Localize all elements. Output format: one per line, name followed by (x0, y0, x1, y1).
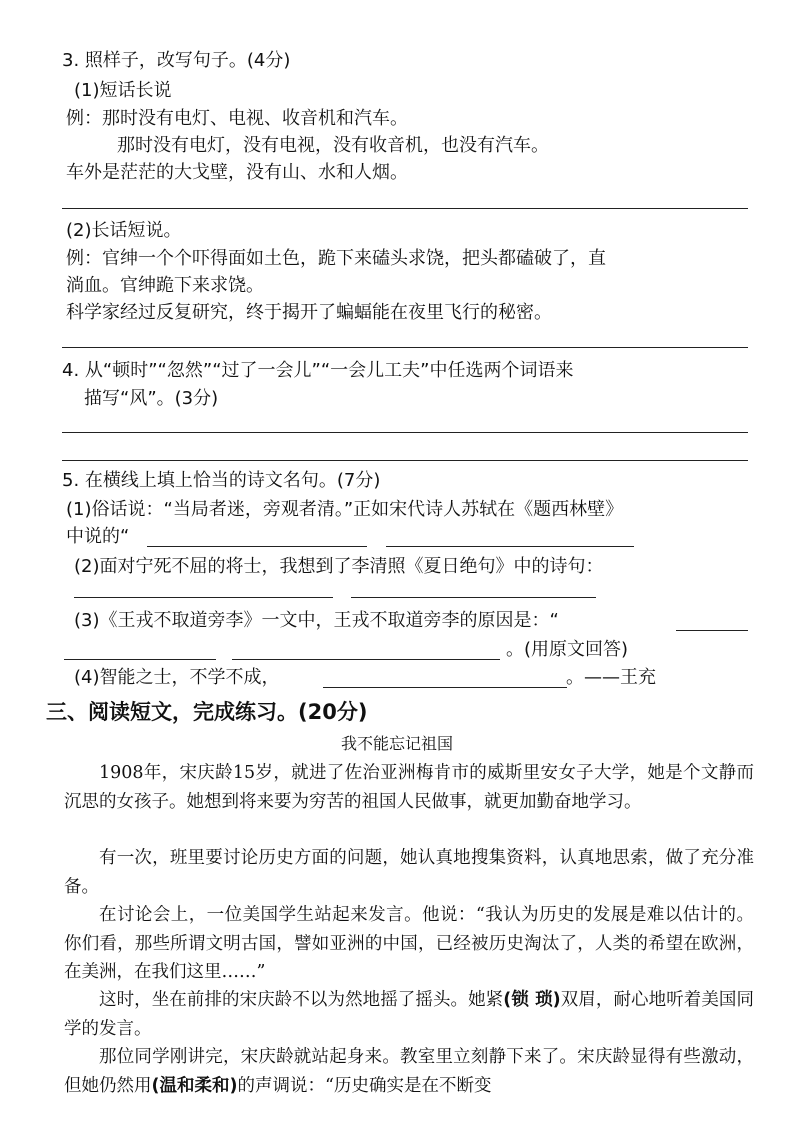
q4-line1: 4. 从“顿时”“忽然”“过了一会儿”“一会儿工夫”中任选两个词语来 (62, 360, 574, 381)
article-paragraph-3: 在讨论会上，一位美国学生站起来发言。他说：“我认为历史的发展是难以估计的。你们看，那些所谓文明古国，譬如亚洲的中国，已经被历史淘汰了，人类的希望在欧洲，在美洲，在我们这里……” (64, 905, 754, 982)
q4-line2: 描写“风”。(3分) (84, 388, 219, 409)
q3-sub2-example2: 淌血。官绅跪下来求饶。 (66, 275, 264, 296)
q5-item4-start: (4)智能之士，不学不成， (74, 667, 280, 688)
paragraph-text: 双眉，耐心地听着美国同学的发言。 (64, 990, 755, 1039)
fill-blank[interactable] (386, 546, 634, 547)
fill-blank[interactable] (676, 630, 748, 631)
section-heading: 三、阅读短文，完成练习。(20分) (46, 700, 368, 724)
q3-sub2-task: 科学家经过反复研究，终于揭开了蝙蝠能在夜里飞行的秘密。 (66, 302, 552, 323)
paragraph-text: 的声调说：“历史确实是在不断变 (237, 1075, 492, 1096)
q5-heading: 5. 在横线上填上恰当的诗文名句。(7分) (62, 470, 381, 491)
article-paragraph-1: 1908年，宋庆龄15岁，就进了佐治亚洲梅肯市的威斯里安女子大学，她是个文静而沉思的女孩子。她想到将来要为穷苦的祖国人民做事，就更加勤奋地学习。 (64, 763, 754, 812)
q5-item3-tail: 。(用原文回答) (506, 639, 629, 660)
q5-item1-line1: (1)俗话说：“当局者迷，旁观者清。”正如宋代诗人苏轼在《题西林壁》 (66, 499, 624, 520)
article-title: 我不能忘记祖国 (340, 734, 453, 753)
fill-blank[interactable] (147, 546, 367, 547)
q3-heading: 3. 照样子，改写句子。(4分) (62, 50, 291, 71)
q3-sub2-label: (2)长话短说。 (66, 220, 182, 241)
q3-sub1-example2: 那时没有电灯，没有电视，没有收音机，也没有汽车。 (117, 135, 549, 156)
q3-sub2-example1: 例：官绅一个个吓得面如土色，跪下来磕头求饶，把头都磕破了，直 (66, 248, 606, 269)
q5-item2: (2)面对宁死不屈的将士，我想到了李清照《夏日绝句》中的诗句： (74, 556, 604, 577)
article-paragraph-5 (64, 1043, 754, 1100)
fill-blank[interactable] (232, 659, 500, 660)
q5-item1-line2: 中说的“ (66, 526, 130, 547)
fill-blank[interactable] (351, 597, 596, 598)
fill-blank[interactable] (323, 687, 567, 688)
answer-line[interactable] (62, 432, 748, 433)
word-choice-option[interactable]: (锁 琐) (503, 990, 561, 1010)
fill-blank[interactable] (64, 659, 216, 660)
q3-sub1-example1: 例：那时没有电灯、电视、收音机和汽车。 (66, 108, 408, 129)
answer-line[interactable] (62, 347, 748, 348)
paragraph-text: 这时，坐在前排的宋庆龄不以为然地摇了摇头。她紧 (99, 990, 504, 1010)
q3-sub1-label: (1)短话长说 (74, 80, 172, 101)
word-choice-option[interactable]: (温和柔和) (151, 1075, 238, 1096)
answer-line[interactable] (62, 208, 748, 209)
q5-item4-end: 。——王充 (566, 667, 656, 688)
article-paragraph-2: 有一次，班里要讨论历史方面的问题，她认真地搜集资料，认真地思索，做了充分准备。 (64, 848, 754, 897)
q5-item3-line1: (3)《王戎不取道旁李》一文中，王戎不取道旁李的原因是：“ (74, 610, 559, 631)
article-paragraph-4 (64, 986, 754, 1043)
fill-blank[interactable] (74, 597, 333, 598)
q3-sub1-task: 车外是茫茫的大戈壁，没有山、水和人烟。 (66, 162, 408, 183)
answer-line[interactable] (62, 460, 748, 461)
paragraph-text: 那位同学刚讲完，宋庆龄就站起身来。教室里立刻静下来了。宋庆龄显得有些激动，但她仍然用 (64, 1047, 754, 1096)
